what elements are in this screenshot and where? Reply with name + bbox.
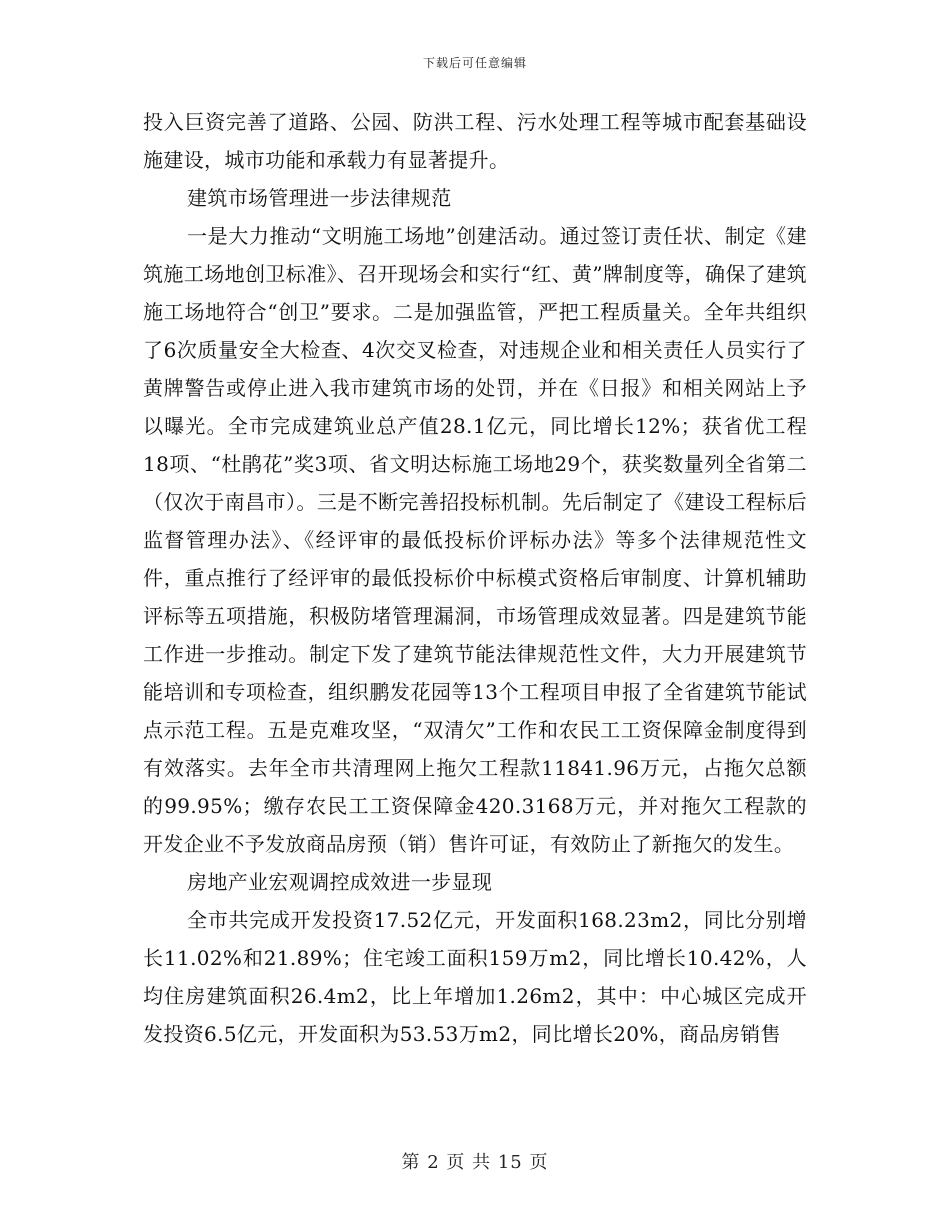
page-number: 第 2 页 共 15 页 xyxy=(401,1152,549,1173)
paragraph-real-estate: 全市共完成开发投资17.52亿元，开发面积168.23m2，同比分别增长11.02%和21.89%；住宅竣工面积159万m2，同比增长10.42%，人均住房建筑面积26.4m2，比上年增加1.26m2，其中：中心城区完成开发投资6.5亿元，开发面积为53.53万m2，同比增长20%，商品房销售 xyxy=(143,908,807,1046)
section-heading-real-estate: 房地产业宏观调控成效进一步显现 xyxy=(187,870,493,894)
document-body xyxy=(143,103,807,1053)
paragraph-construction-market: 一是大力推动“文明施工场地”创建活动。通过签订责任状、制定《建筑施工场地创卫标准》、召开现场会和实行“红、黄”牌制度等，确保了建筑施工场地符合“创卫”要求。二是加强监管，严把工程质量关。全年共组织了6次质量安全大检查、4次交叉检查，对违规企业和相关责任人员实行了黄牌警告或停止进入我市建筑市场的处罚，并在《日报》和相关网站上予以曝光。全市完成建筑业总产值28.1亿元，同比增长12%；获省优工程18项、“杜鹃花”奖3项、省文明达标施工场地29个，获奖数量列全省第二（仅次于南昌市）。三是不断完善招投标机制。先后制定了《建设工程标后监督管理办法》、《经评审的最低投标价评标办法》等多个法律规范性文件，重点推行了经评审的最低投标价中标模式资格后审制度、计算机辅助评标等五项措施，积极防堵管理漏洞，市场管理成效显著。四是建筑节能工作进一步推动。制定下发了建筑节能法律规范性文件，大力开展建筑节能培训和专项检查，组织鹏发花园等13个工程项目申报了全省建筑节能试点示范工程。五是克难攻坚，“双清欠”工作和农民工工资保障金制度得到有效落实。去年全市共清理网上拖欠工程款11841.96万元，占拖欠总额的99.95%；缴存农民工工资保障金420.3168万元，并对拖欠工程款的开发企业不予发放商品房预（销）售许可证，有效防止了新拖欠的发生。 xyxy=(143,224,807,856)
paragraph-infrastructure: 投入巨资完善了道路、公园、防洪工程、污水处理工程等城市配套基础设施建设，城市功能和承载力有显著提升。 xyxy=(143,110,807,172)
page-header: 下载后可任意编辑 xyxy=(422,56,527,70)
section-heading-construction-market: 建筑市场管理进一步法律规范 xyxy=(187,186,452,210)
